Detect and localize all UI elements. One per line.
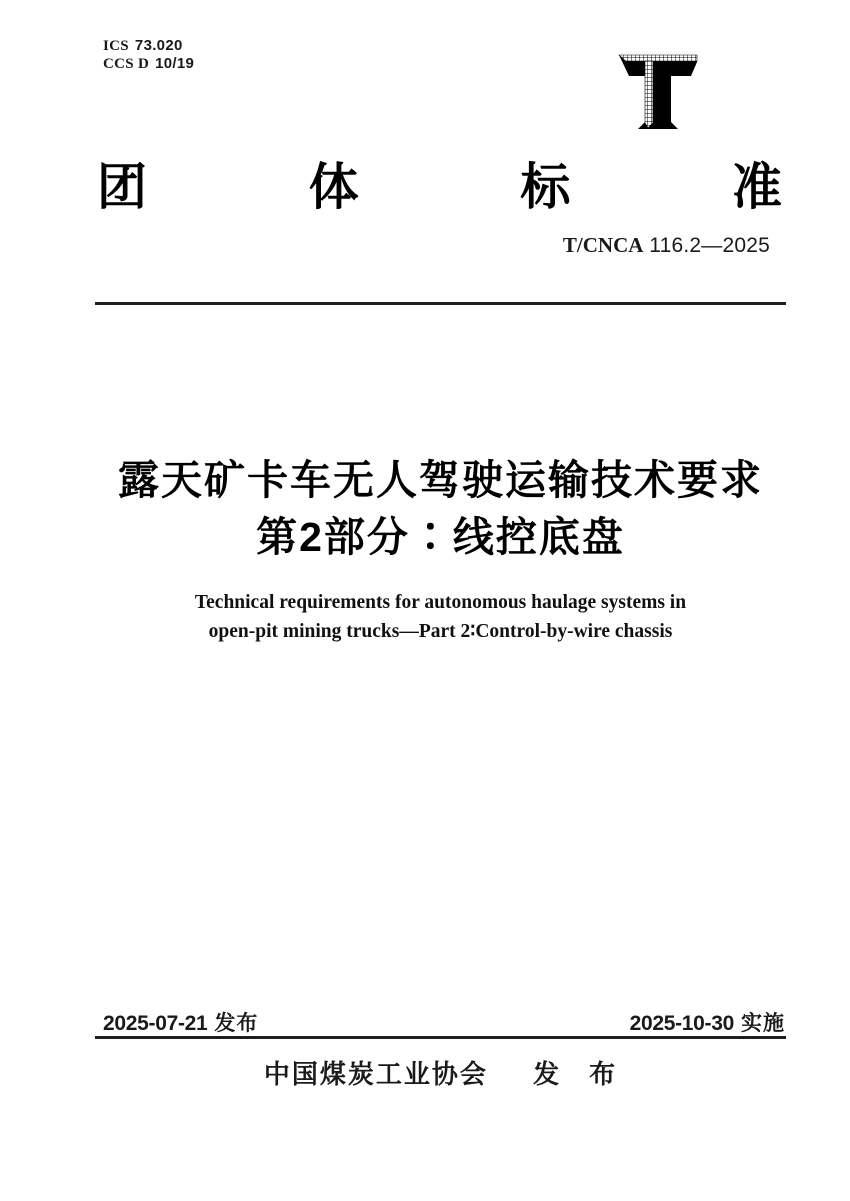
document-title-zh <box>95 452 786 566</box>
header-rule <box>95 302 786 305</box>
release-date-group <box>103 1007 258 1037</box>
ics-value: 73.020 <box>134 37 183 54</box>
ics-line <box>103 37 194 55</box>
release-date: 2025-07-21 <box>103 1012 208 1035</box>
dates-row <box>103 1007 785 1037</box>
issuer-row <box>95 1054 786 1091</box>
document-title-zh-line1: 露天矿卡车无人驾驶运输技术要求 <box>118 457 763 503</box>
ics-label: ICS <box>103 38 129 54</box>
ccs-label: CCS D <box>103 56 150 72</box>
masthead-char: 标 <box>520 159 571 215</box>
document-title-en-line1: Technical requirements for autonomous haulage systems in <box>194 592 687 613</box>
classification-codes <box>103 37 194 73</box>
document-title-en-line2: open-pit mining trucks—Part 2∶Control-by-wire chassis <box>208 621 673 642</box>
ccs-value: 10/19 <box>155 55 195 72</box>
team-standard-t-logo-icon <box>615 48 701 134</box>
footer-rule <box>95 1036 786 1039</box>
masthead-title <box>97 160 782 214</box>
masthead-char: 团 <box>97 159 147 215</box>
standard-edition: 116.2—2025 <box>649 234 770 257</box>
masthead-char: 准 <box>731 159 782 215</box>
document-title-zh-line2: 第2部分∶线控底盘 <box>256 514 625 560</box>
release-label: 发布 <box>214 1012 259 1035</box>
ccs-line <box>103 55 194 73</box>
implement-date-group <box>630 1007 785 1037</box>
document-title-en <box>95 588 786 646</box>
masthead-char: 体 <box>308 159 359 215</box>
standard-number <box>563 233 770 258</box>
issuer-name: 中国煤炭工业协会 <box>263 1059 488 1089</box>
standard-code: T/CNCA <box>562 233 644 257</box>
implement-label: 实施 <box>741 1012 785 1035</box>
publish-label: 发 布 <box>533 1059 618 1089</box>
implement-date: 2025-10-30 <box>629 1012 734 1035</box>
